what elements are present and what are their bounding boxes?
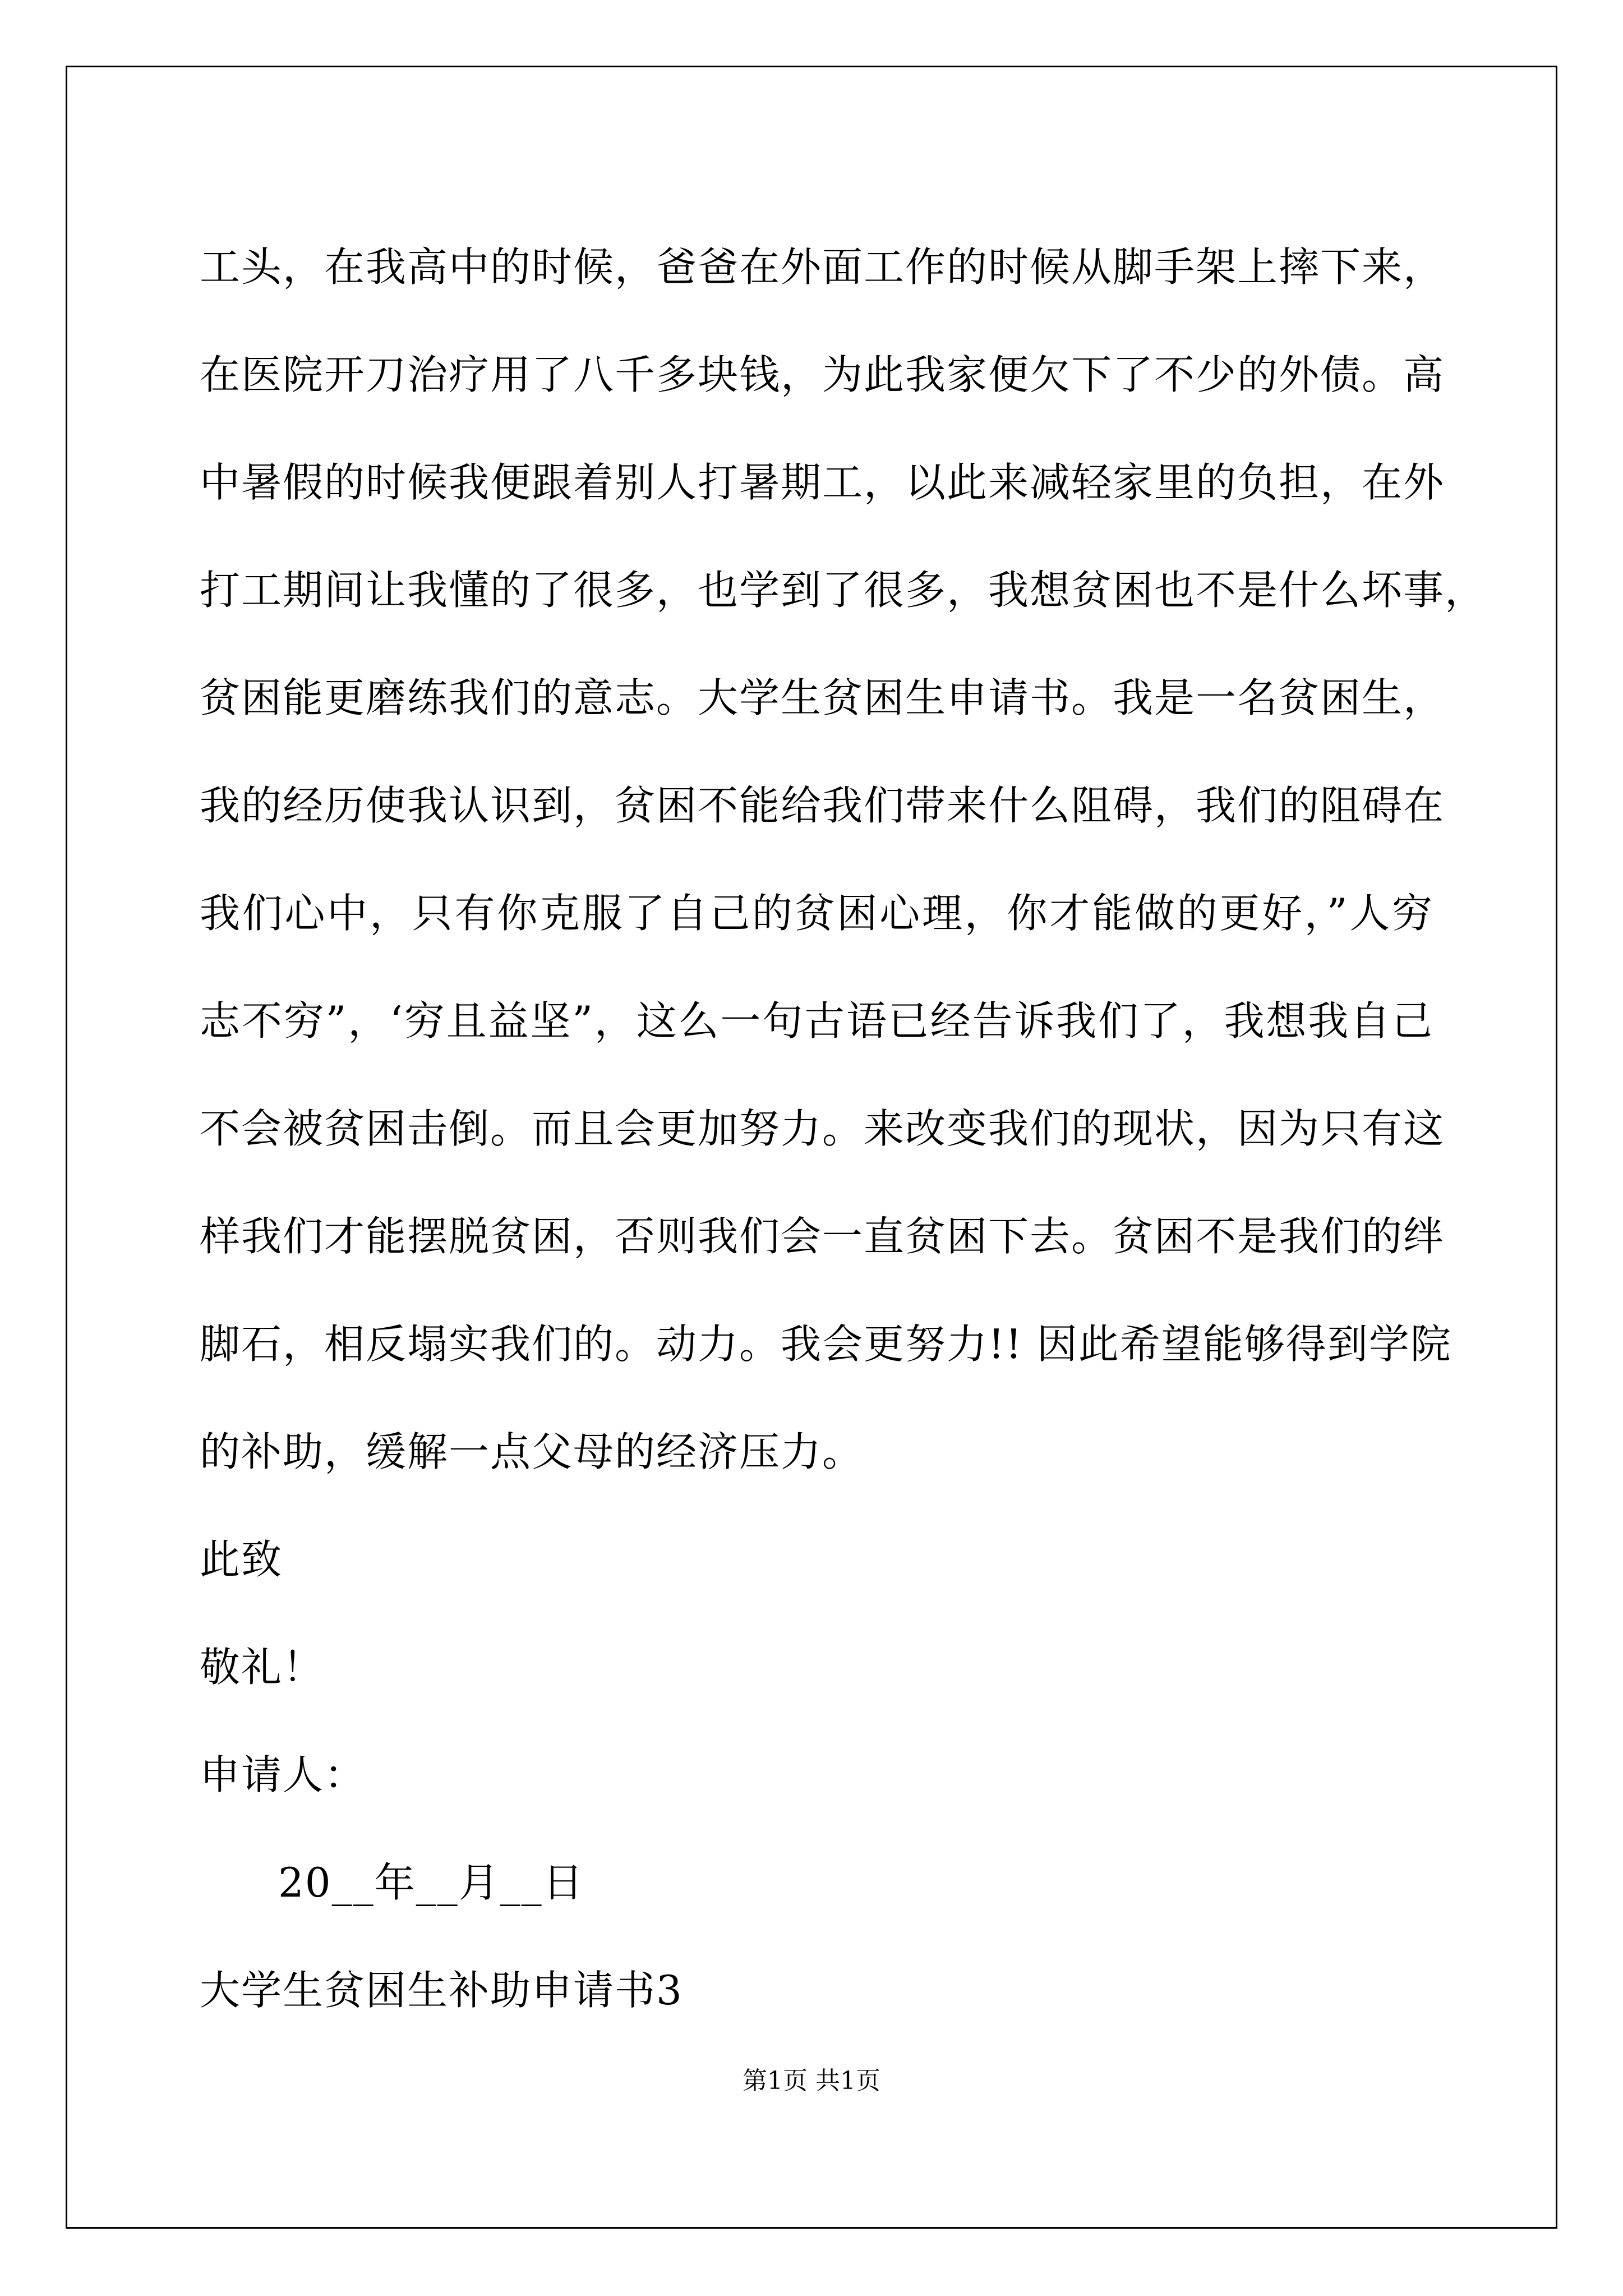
paragraph-line: 贫困能更磨练我们的意志。大学生贫困生申请书。我是一名贫困生， <box>200 674 1445 721</box>
paragraph-line: 打工期间让我懂的了很多，也学到了很多，我想贫困也不是什么坏事， <box>200 567 1487 614</box>
paragraph-line: 中暑假的时候我便跟着别人打暑期工，以此来减轻家里的负担，在外 <box>200 459 1445 506</box>
closing-salutation: 此致 <box>200 1536 283 1583</box>
paragraph-line: 我们心中，只有你克服了自己的贫困心理，你才能做的更好，”人穷 <box>200 890 1433 937</box>
closing-regards: 敬礼！ <box>200 1644 325 1691</box>
paragraph-line-last: 的补助，缓解一点父母的经济压力。 <box>200 1428 864 1475</box>
paragraph-line: 我的经历使我认识到，贫困不能给我们带来什么阻碍，我们的阻碍在 <box>200 782 1445 829</box>
date-line: 20__年__月__日 <box>278 1859 584 1906</box>
paragraph-line: 不会被贫困击倒。而且会更加努力。来改变我们的现状，因为只有这 <box>200 1105 1445 1152</box>
paragraph-line: 在医院开刀治疗用了八千多块钱，为此我家便欠下了不少的外债。高 <box>200 351 1445 398</box>
paragraph-line: 样我们才能摆脱贫困，否则我们会一直贫困下去。贫困不是我们的绊 <box>200 1213 1445 1260</box>
paragraph-line: 志不穷”，‘穷且益坚”，这么一句古语已经告诉我们了，我想我自己 <box>200 997 1433 1045</box>
paragraph-line: 工头，在我高中的时候，爸爸在外面工作的时候从脚手架上摔下来， <box>200 243 1445 291</box>
next-section-title: 大学生贫困生补助申请书3 <box>200 1967 683 2014</box>
paragraph-line: 脚石，相反塌实我们的。动力。我会更努力!! 因此希望能够得到学院 <box>200 1320 1452 1368</box>
page-footer: 第1页 共1页 <box>743 2067 880 2095</box>
applicant-label: 申请人： <box>200 1751 366 1798</box>
document-body <box>200 213 1487 2044</box>
